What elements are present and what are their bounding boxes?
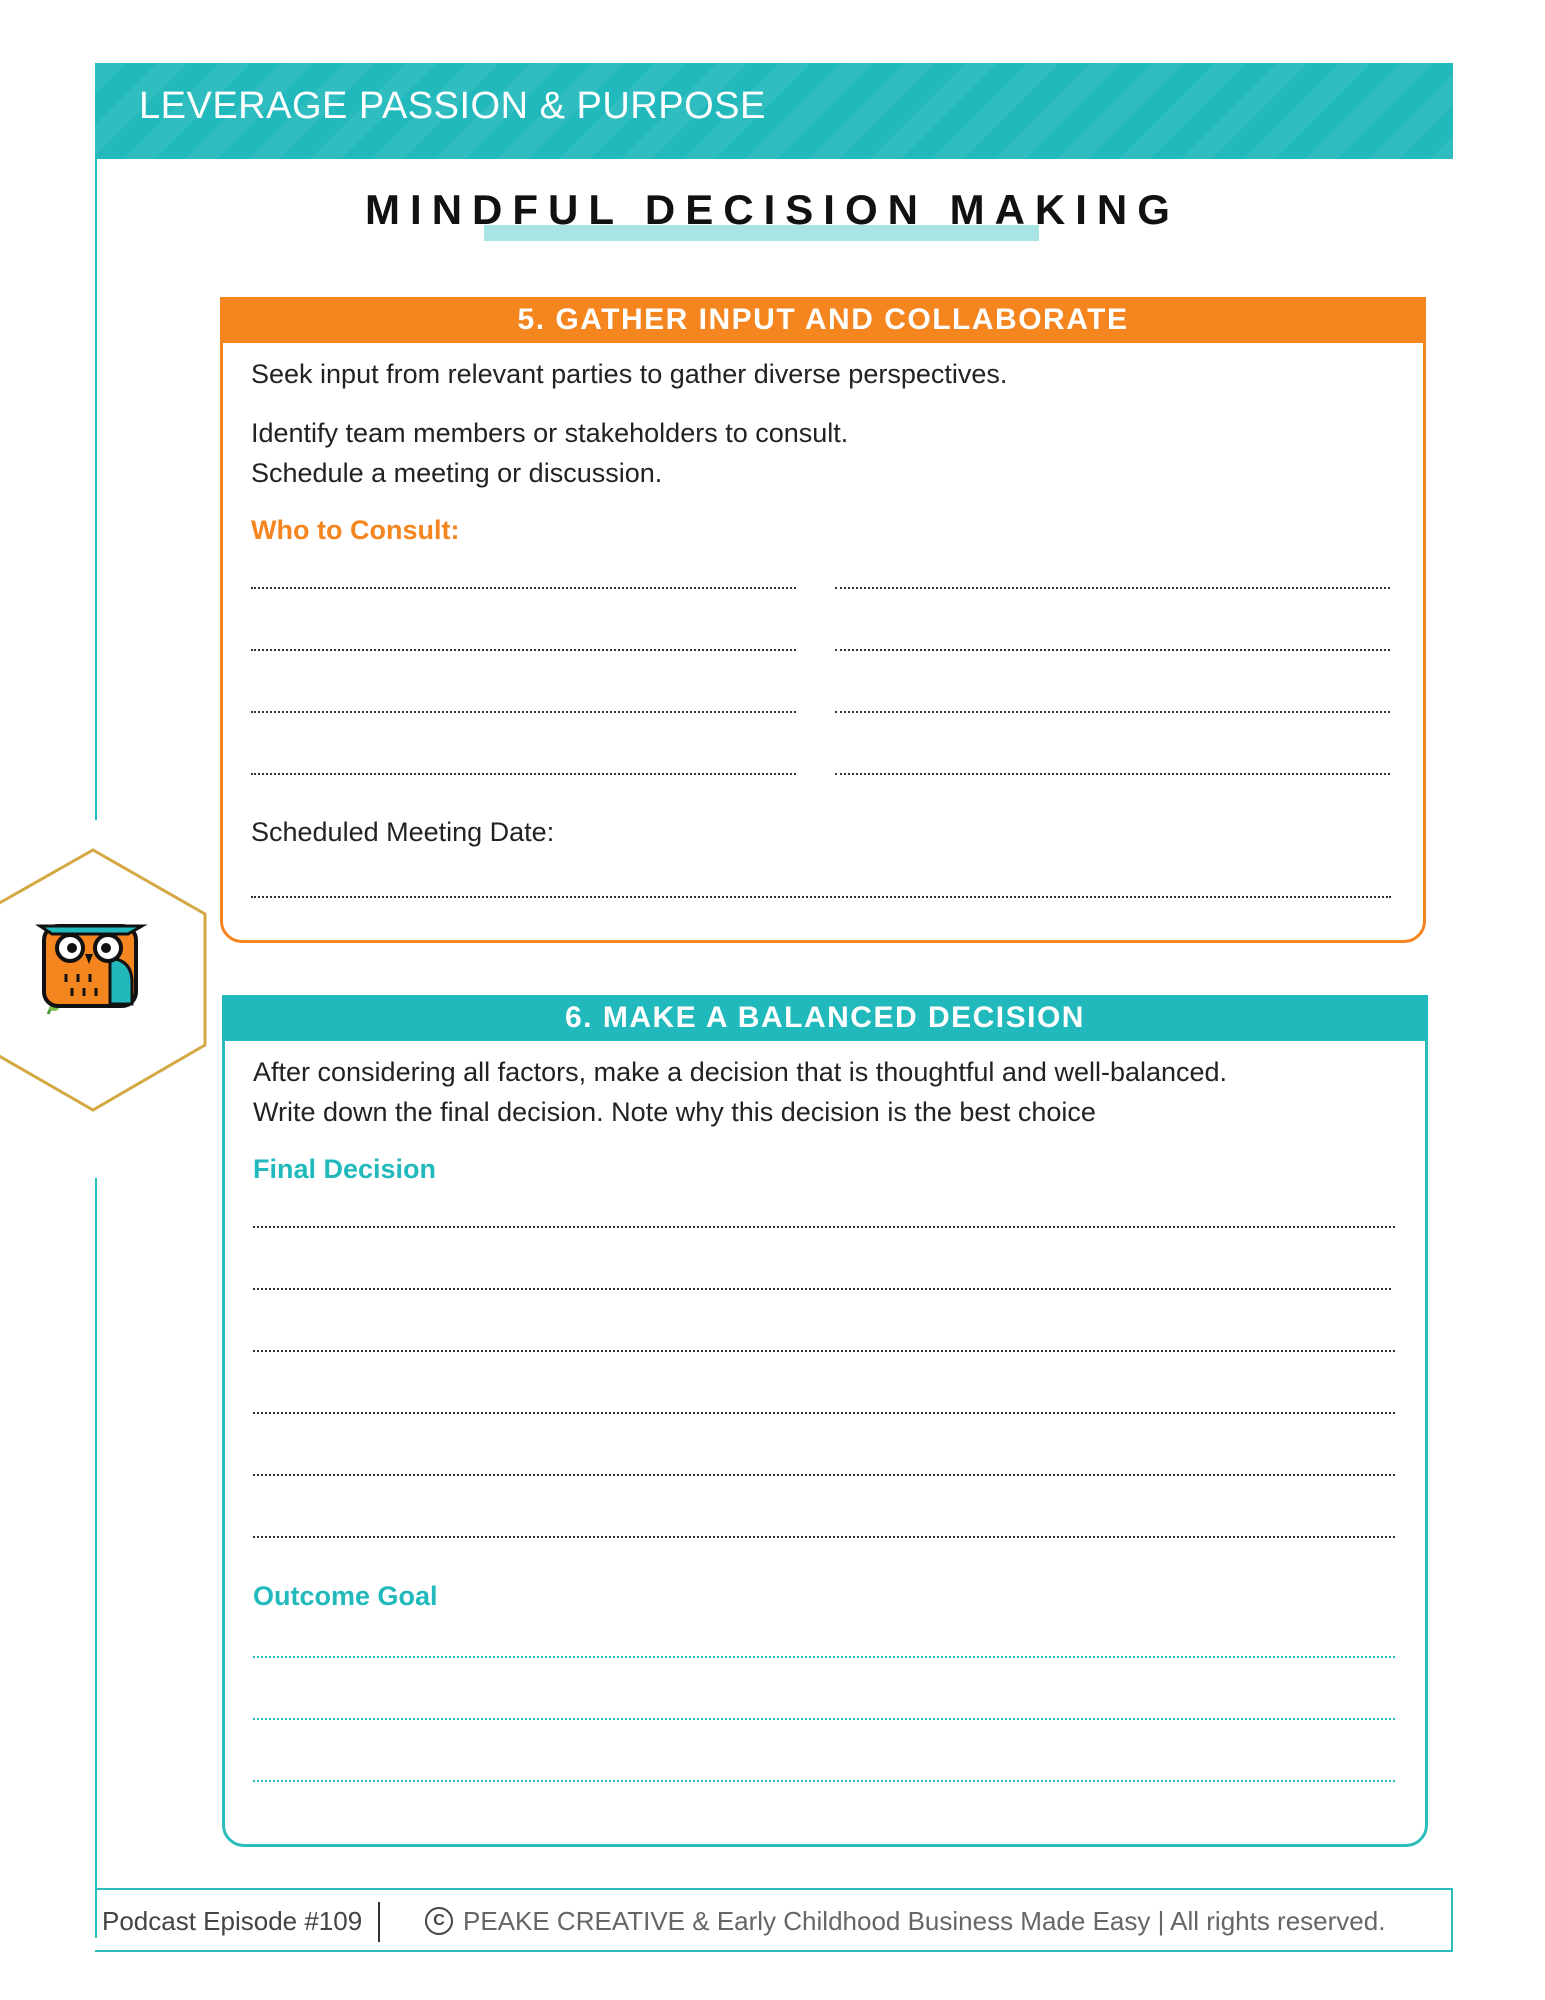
outcome-line-3[interactable] — [253, 1780, 1395, 1782]
outcome-line-2[interactable] — [253, 1718, 1395, 1720]
consult-line-1b[interactable] — [835, 587, 1390, 589]
section-header-band — [95, 63, 1453, 159]
footer-rights-text: PEAKE CREATIVE & Early Childhood Business Made Easy | All rights reserved. — [463, 1906, 1386, 1936]
section-header-title: LEVERAGE PASSION & PURPOSE — [139, 85, 766, 127]
decision-line-5[interactable] — [253, 1474, 1395, 1476]
gather-input-intro: Seek input from relevant parties to gather diverse perspectives. — [251, 359, 1008, 389]
balanced-decision-intro-2: Write down the final decision. Note why this decision is the best choice — [253, 1097, 1096, 1127]
consult-line-2a[interactable] — [251, 649, 796, 651]
owl-icon — [40, 926, 142, 1014]
section-gather-input — [220, 297, 1426, 943]
meeting-date-line[interactable] — [251, 896, 1391, 898]
consult-line-4b[interactable] — [835, 773, 1390, 775]
decision-line-3[interactable] — [253, 1350, 1395, 1352]
copyright-icon: C — [425, 1907, 453, 1935]
outcome-goal-label: Outcome Goal — [253, 1581, 438, 1611]
consult-line-2b[interactable] — [835, 649, 1390, 651]
section-gather-input-heading: 5. GATHER INPUT AND COLLABORATE — [220, 297, 1426, 343]
decision-line-6[interactable] — [253, 1536, 1395, 1538]
gather-input-step-2: Schedule a meeting or discussion. — [251, 458, 663, 488]
footer-separator — [378, 1902, 380, 1942]
gather-input-step-1: Identify team members or stakeholders to consult. — [251, 418, 849, 448]
decision-line-1[interactable] — [253, 1226, 1395, 1228]
owl-logo-badge — [0, 848, 210, 1114]
meeting-date-label: Scheduled Meeting Date: — [251, 817, 555, 847]
consult-line-3a[interactable] — [251, 711, 796, 713]
final-decision-label: Final Decision — [253, 1154, 437, 1184]
podcast-episode-label: Podcast Episode #109 — [102, 1906, 363, 1936]
left-frame-line-bottom — [95, 1178, 97, 1938]
left-frame-line-top — [95, 63, 97, 820]
who-to-consult-label: Who to Consult: — [251, 515, 460, 545]
consult-line-4a[interactable] — [251, 773, 796, 775]
footer-copyright — [425, 1906, 1385, 1937]
page-footer — [95, 1888, 1453, 1952]
consult-line-3b[interactable] — [835, 711, 1390, 713]
balanced-decision-intro-1: After considering all factors, make a decision that is thoughtful and well-balanced. — [253, 1057, 1228, 1087]
section-balanced-decision-heading: 6. MAKE A BALANCED DECISION — [222, 995, 1428, 1041]
decision-line-2[interactable] — [253, 1288, 1391, 1290]
decision-line-4[interactable] — [253, 1412, 1395, 1414]
outcome-line-1[interactable] — [253, 1656, 1395, 1658]
page-title: MINDFUL DECISION MAKING — [365, 186, 1180, 233]
consult-line-1a[interactable] — [251, 587, 796, 589]
section-balanced-decision — [222, 995, 1428, 1847]
